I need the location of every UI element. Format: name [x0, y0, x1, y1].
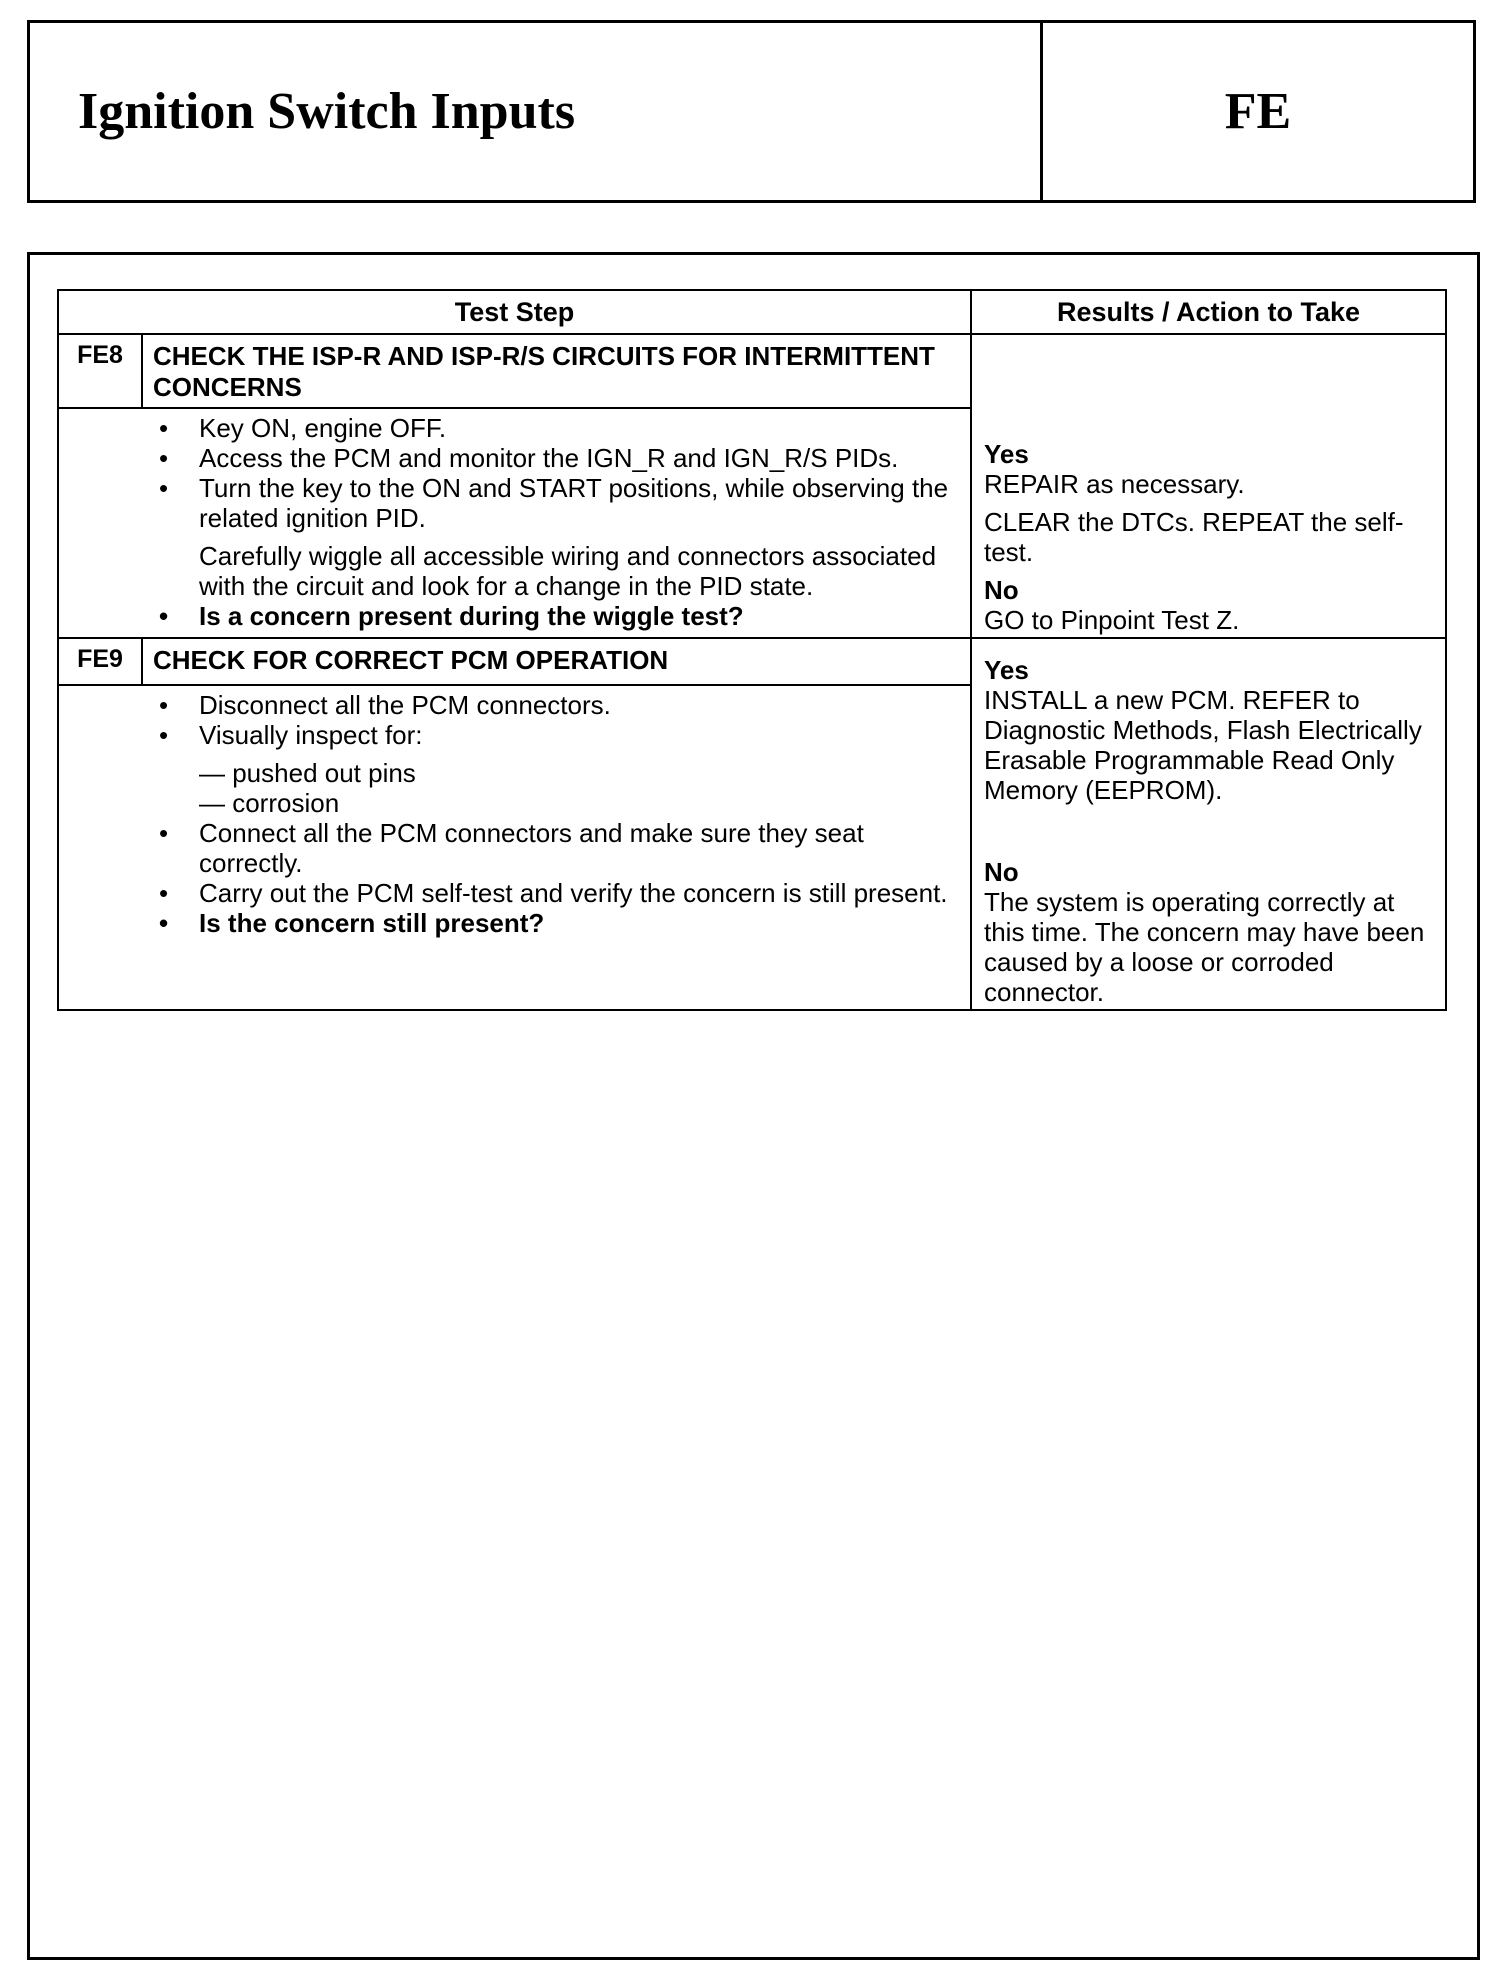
- result-text: REPAIR as necessary.: [984, 469, 1245, 499]
- step-fe8-results: [971, 334, 1446, 638]
- page-title: Ignition Switch Inputs: [30, 23, 1043, 200]
- test-step-header: Test Step: [58, 290, 971, 334]
- step-title: CHECK THE ISP-R AND ISP-R/S CIRCUITS FOR INTERMITTENT CONCERNS: [142, 334, 971, 408]
- result-text: GO to Pinpoint Test Z.: [984, 605, 1240, 635]
- result-text: The system is operating correctly at this time. The concern may have been caused by a loose or corroded connector.: [984, 887, 1425, 1007]
- yes-label: Yes: [984, 439, 1029, 469]
- step-id: FE8: [58, 334, 142, 408]
- step-id: FE9: [58, 638, 142, 685]
- results-header: Results / Action to Take: [971, 290, 1446, 334]
- no-label: No: [984, 575, 1019, 605]
- instruction-list: [59, 818, 970, 938]
- dash-item: — pushed out pins: [199, 757, 416, 788]
- list-item: • Connect all the PCM connectors and make sure they seat correctly.: [159, 817, 864, 878]
- no-label: No: [984, 857, 1019, 887]
- step-fe9-title-row: [58, 638, 1446, 685]
- list-item: • Turn the key to the ON and START positions, while observing the related ignition PID.: [159, 473, 949, 533]
- page-header: [27, 20, 1476, 203]
- list-item: • Carry out the PCM self-test and verify the concern is still present.: [159, 877, 948, 908]
- table-header-row: [58, 290, 1446, 334]
- section-code: FE: [1224, 83, 1292, 140]
- result-text: CLEAR the DTCs. REPEAT the self-test.: [984, 507, 1404, 567]
- question-list: [59, 601, 970, 631]
- yes-label: Yes: [984, 655, 1029, 685]
- dash-item: — corrosion: [199, 787, 340, 818]
- list-item: • Visually inspect for:: [159, 719, 423, 750]
- question-item: • Is the concern still present?: [159, 907, 545, 938]
- instruction-paragraph: Carefully wiggle all accessible wiring and connectors associated with the circuit and look for a change in the PID state.: [199, 541, 937, 601]
- list-item: • Access the PCM and monitor the IGN_R and IGN_R/S PIDs.: [159, 443, 899, 473]
- result-text: INSTALL a new PCM. REFER to Diagnostic Methods, Flash Electrically Erasable Programmable Read Only Memory (EEPROM).: [984, 685, 1422, 805]
- step-fe8-body: [58, 408, 971, 638]
- instruction-list: [59, 413, 970, 533]
- step-fe9-body: [58, 685, 971, 1010]
- step-fe8-title-row: [58, 334, 1446, 408]
- question-item: • Is a concern present during the wiggle test?: [159, 601, 744, 631]
- list-item: • Key ON, engine OFF.: [159, 413, 447, 443]
- list-item: • Disconnect all the PCM connectors.: [159, 689, 611, 720]
- test-step-table: [57, 289, 1447, 1011]
- step-fe9-results: [971, 638, 1446, 1010]
- instruction-list: [59, 690, 970, 750]
- step-title: CHECK FOR CORRECT PCM OPERATION: [142, 638, 971, 685]
